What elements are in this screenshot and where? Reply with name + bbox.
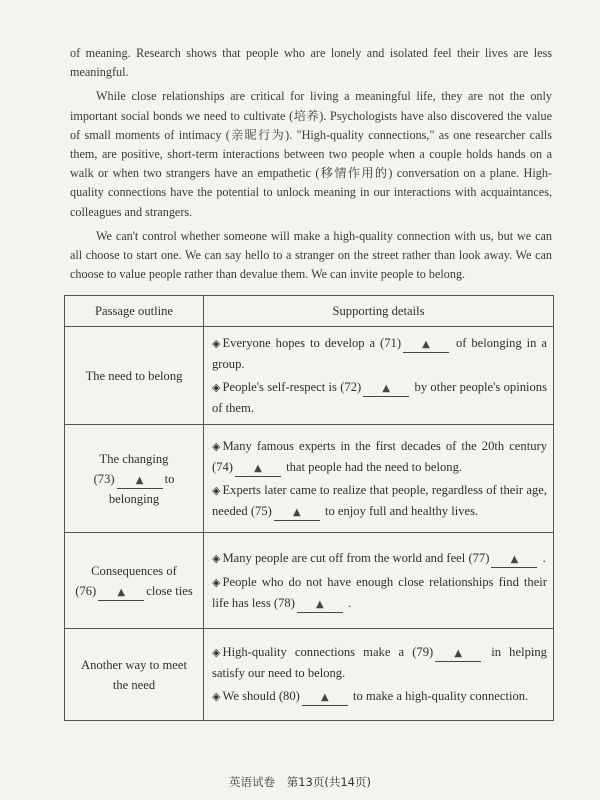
diamond-bullet-icon: ◈ xyxy=(212,484,221,497)
answer-blank[interactable] xyxy=(302,689,348,706)
detail-item xyxy=(212,333,547,374)
outline-line-a: Another way to meet xyxy=(81,657,187,672)
detail-text-after: of belonging in a group. xyxy=(212,336,547,371)
detail-text-after: to enjoy full and healthy lives. xyxy=(324,504,479,518)
table-row xyxy=(65,533,554,629)
passage-paragraph-1: of meaning. Research shows that people who are lonely and isolated feel their lives are less meaningful. xyxy=(70,46,552,80)
header-supporting-details: Supporting details xyxy=(204,296,554,327)
detail-text-after: . xyxy=(542,551,546,565)
outline-text xyxy=(71,655,197,695)
details-cell xyxy=(204,533,554,629)
outline-cell xyxy=(65,425,204,533)
blank-marker-icon: ▲ xyxy=(320,692,329,703)
outline-blank-number: (73) xyxy=(93,471,115,486)
detail-text-before: Everyone hopes to develop a xyxy=(222,336,376,350)
outline-line-b: the need xyxy=(112,677,156,692)
passage-outline-table xyxy=(64,295,554,721)
details-cell xyxy=(204,629,554,721)
outline-text xyxy=(71,561,197,601)
outline-cell xyxy=(65,533,204,629)
diamond-bullet-icon: ◈ xyxy=(212,337,221,350)
table-row xyxy=(65,425,554,533)
detail-item xyxy=(212,686,547,707)
answer-blank[interactable] xyxy=(363,380,409,397)
outline-line-a: Consequences of xyxy=(91,563,177,578)
detail-text-before: People who do not have enough close relationships find their life has less xyxy=(212,575,547,610)
table-row xyxy=(65,327,554,425)
detail-item xyxy=(212,572,547,613)
blank-marker-icon: ▲ xyxy=(292,507,301,518)
table-row xyxy=(65,629,554,721)
passage-paragraph-2: While close relationships are critical for living a meaningful life, they are not the only important social bonds we need to cultivate (培养). Psychologists have also discovered the value of small moments of intimacy (亲昵行为). "High-quality connections," as one researcher calls them, are positive, short-term interactions between two people when a couple holds hands on a walk or when two strangers have an empathetic (移情作用的) conversation on a plane. High-quality connections have the potential to unlock meaning in our interactions with acquaintances, colleagues and strangers. xyxy=(70,89,552,219)
outline-blank-number: (76) xyxy=(75,583,97,598)
diamond-bullet-icon: ◈ xyxy=(212,440,221,453)
blank-number: (79) xyxy=(412,645,434,659)
detail-text-after: to make a high-quality connection. xyxy=(352,689,529,703)
detail-text-before: Many people are cut off from the world and feel xyxy=(222,551,466,565)
table-header-row xyxy=(65,296,554,327)
outline-text xyxy=(71,449,197,509)
blank-marker-icon: ▲ xyxy=(510,554,519,565)
diamond-bullet-icon: ◈ xyxy=(212,646,221,659)
outline-line-c: to belonging xyxy=(108,471,175,506)
answer-blank[interactable] xyxy=(235,460,281,477)
blank-marker-icon: ▲ xyxy=(316,599,324,610)
outline-line-c: close ties xyxy=(146,583,193,598)
blank-number: (80) xyxy=(278,689,300,703)
footer-subject: 英语试卷 xyxy=(229,775,276,789)
blank-number: (74) xyxy=(212,460,233,474)
details-cell xyxy=(204,425,554,533)
diamond-bullet-icon: ◈ xyxy=(212,690,221,703)
detail-text-before: People's self-respect is xyxy=(222,380,337,394)
blank-marker-icon: ▲ xyxy=(454,648,463,659)
answer-blank[interactable] xyxy=(491,551,537,568)
blank-marker-icon: ▲ xyxy=(422,339,430,350)
detail-text-before: Many famous experts in the first decades of the 20th century xyxy=(222,439,547,453)
outline-cell xyxy=(65,629,204,721)
blank-number: (71) xyxy=(380,336,402,350)
detail-text-after: that people had the need to belong. xyxy=(286,460,463,474)
blank-marker-icon: ▲ xyxy=(254,463,262,474)
blank-marker-icon: ▲ xyxy=(135,474,144,486)
detail-item xyxy=(212,548,547,569)
outline-line-a: The need to belong xyxy=(85,368,183,383)
reading-passage xyxy=(70,44,552,289)
detail-item xyxy=(212,480,547,521)
detail-text-before: We should xyxy=(222,689,276,703)
blank-number: (72) xyxy=(340,380,362,394)
outline-line-a: The changing xyxy=(99,451,169,466)
detail-text-after: in helping satisfy our need to belong. xyxy=(212,645,547,680)
detail-text-before: High-quality connections make a xyxy=(222,645,405,659)
header-passage-outline: Passage outline xyxy=(65,296,204,327)
detail-item xyxy=(212,642,547,683)
answer-blank[interactable] xyxy=(435,645,481,662)
detail-text-before: Experts later came to realize that people, regardless of their age, needed xyxy=(212,483,547,518)
blank-number: (75) xyxy=(250,504,272,518)
answer-blank[interactable] xyxy=(117,472,163,489)
details-cell xyxy=(204,327,554,425)
outline-text xyxy=(71,366,197,386)
diamond-bullet-icon: ◈ xyxy=(212,576,221,589)
passage-paragraph-3: We can't control whether someone will make a high-quality connection with us, but we can all choose to start one. We can say hello to a stranger on the street rather than look away. We can choose to value people rather than devalue them. We can invite people to belong. xyxy=(70,228,552,282)
diamond-bullet-icon: ◈ xyxy=(212,381,221,394)
footer-page-number: 第13页(共14页) xyxy=(286,775,371,789)
answer-blank[interactable] xyxy=(274,504,320,521)
blank-marker-icon: ▲ xyxy=(382,383,391,394)
detail-text-after: by other people's opinions of them. xyxy=(212,380,547,415)
detail-item xyxy=(212,436,547,477)
blank-number: (77) xyxy=(468,551,490,565)
answer-blank[interactable] xyxy=(403,336,449,353)
answer-blank[interactable] xyxy=(297,596,343,613)
detail-item xyxy=(212,377,547,418)
diamond-bullet-icon: ◈ xyxy=(212,552,221,565)
blank-number: (78) xyxy=(273,596,295,610)
outline-cell xyxy=(65,327,204,425)
detail-text-after: . xyxy=(348,596,352,610)
page-footer xyxy=(0,774,600,790)
answer-blank[interactable] xyxy=(98,584,144,601)
blank-marker-icon: ▲ xyxy=(117,586,126,598)
